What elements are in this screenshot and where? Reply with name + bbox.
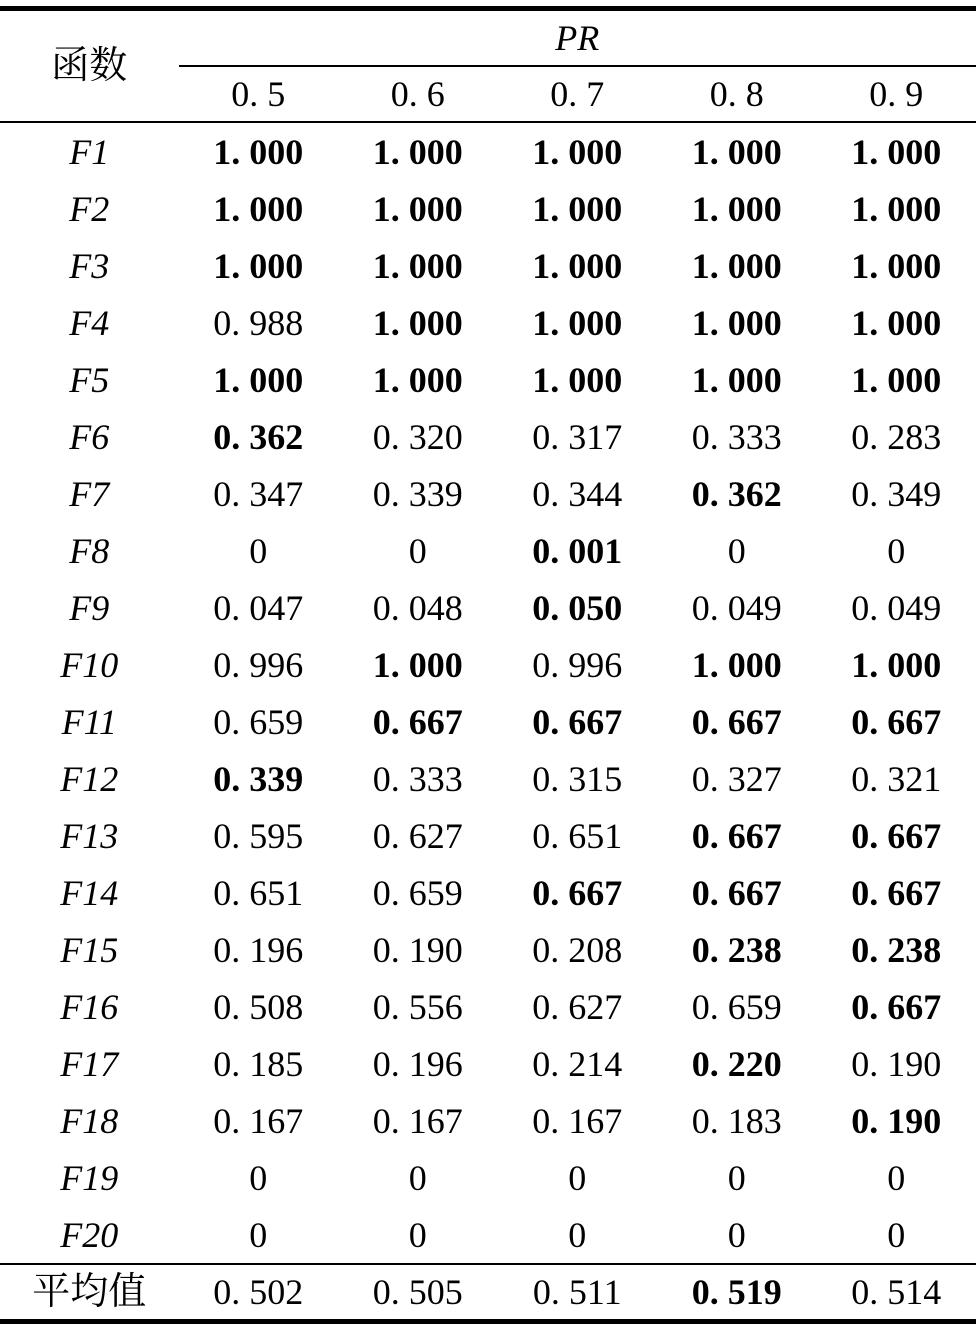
value-cell: 0. 238 <box>851 929 942 970</box>
value-cell: 0. 349 <box>851 473 942 514</box>
mean-value-cell: 0. 514 <box>816 1264 976 1322</box>
value-cell: 0 <box>408 1157 427 1198</box>
value-cell: 0. 667 <box>851 986 942 1027</box>
value-cell: 1. 000 <box>372 188 463 229</box>
value-cell: 0. 001 <box>532 530 623 571</box>
value-cell: 1. 000 <box>691 245 782 286</box>
value-cell: 0 <box>408 1214 427 1255</box>
value-cell: 1. 000 <box>372 644 463 685</box>
table-row <box>0 465 976 522</box>
function-label: F12 <box>60 758 119 799</box>
value-cell: 0. 667 <box>691 701 782 742</box>
mean-value-cell: 0. 505 <box>338 1264 497 1322</box>
value-cell: 1. 000 <box>372 359 463 400</box>
function-label: F11 <box>61 701 117 742</box>
value-cell: 0. 327 <box>691 758 782 799</box>
value-cell: 0 <box>887 530 906 571</box>
value-cell: 1. 000 <box>691 644 782 685</box>
value-cell: 0. 659 <box>213 701 304 742</box>
value-cell: 1. 000 <box>691 131 782 172</box>
value-cell: 0. 196 <box>372 1043 463 1084</box>
mean-value-cell: 0. 502 <box>179 1264 338 1322</box>
value-cell: 0 <box>727 1214 746 1255</box>
table-row <box>0 1092 976 1149</box>
value-cell: 0. 050 <box>532 587 623 628</box>
value-cell: 0. 339 <box>213 758 304 799</box>
value-cell: 0. 190 <box>372 929 463 970</box>
value-cell: 0. 167 <box>213 1100 304 1141</box>
value-cell: 1. 000 <box>213 188 304 229</box>
value-cell: 0. 988 <box>213 302 304 343</box>
value-cell: 0 <box>568 1157 587 1198</box>
value-cell: 1. 000 <box>532 359 623 400</box>
group-header-pr: PR <box>179 9 976 67</box>
value-cell: 0. 659 <box>691 986 782 1027</box>
value-cell: 0. 667 <box>372 701 463 742</box>
value-cell: 1. 000 <box>851 644 942 685</box>
value-cell: 0. 190 <box>851 1100 942 1141</box>
value-cell: 1. 000 <box>372 131 463 172</box>
value-cell: 1. 000 <box>372 302 463 343</box>
table-footer <box>0 1264 976 1322</box>
value-cell: 0. 344 <box>532 473 623 514</box>
value-cell: 0. 196 <box>213 929 304 970</box>
value-cell: 0 <box>249 530 268 571</box>
function-label: F16 <box>60 986 119 1027</box>
value-cell: 0. 049 <box>851 587 942 628</box>
table-row <box>0 122 976 180</box>
function-label: F10 <box>60 644 119 685</box>
value-cell: 0. 321 <box>851 758 942 799</box>
function-label: F20 <box>60 1214 119 1255</box>
function-label: F18 <box>60 1100 119 1141</box>
value-cell: 0. 283 <box>851 416 942 457</box>
value-cell: 0 <box>887 1214 906 1255</box>
value-cell: 0. 333 <box>372 758 463 799</box>
function-label: F3 <box>69 245 110 286</box>
value-cell: 0. 315 <box>532 758 623 799</box>
value-cell: 0. 627 <box>372 815 463 856</box>
value-cell: 0. 185 <box>213 1043 304 1084</box>
col-header: 0. 9 <box>816 66 976 122</box>
col-header: 0. 6 <box>338 66 497 122</box>
value-cell: 1. 000 <box>851 188 942 229</box>
value-cell: 0. 167 <box>532 1100 623 1141</box>
value-cell: 1. 000 <box>691 302 782 343</box>
value-cell: 1. 000 <box>213 131 304 172</box>
value-cell: 1. 000 <box>851 302 942 343</box>
value-cell: 0. 048 <box>372 587 463 628</box>
value-cell: 1. 000 <box>372 245 463 286</box>
table-row <box>0 294 976 351</box>
value-cell: 0 <box>408 530 427 571</box>
table-row <box>0 579 976 636</box>
mean-row-label: 平均值 <box>0 1264 179 1322</box>
function-label: F17 <box>60 1043 119 1084</box>
value-cell: 0. 220 <box>691 1043 782 1084</box>
table-row <box>0 636 976 693</box>
function-label: F15 <box>60 929 119 970</box>
value-cell: 0. 508 <box>213 986 304 1027</box>
value-cell: 0. 667 <box>691 872 782 913</box>
value-cell: 1. 000 <box>851 131 942 172</box>
value-cell: 0 <box>727 1157 746 1198</box>
value-cell: 1. 000 <box>532 188 623 229</box>
value-cell: 1. 000 <box>691 359 782 400</box>
function-label: F19 <box>60 1157 119 1198</box>
function-label: F6 <box>69 416 110 457</box>
value-cell: 0. 996 <box>213 644 304 685</box>
value-cell: 0. 049 <box>691 587 782 628</box>
table-body <box>0 122 976 1264</box>
value-cell: 0. 667 <box>532 872 623 913</box>
value-cell: 0. 183 <box>691 1100 782 1141</box>
table-row <box>0 1149 976 1206</box>
function-label: F4 <box>69 302 110 343</box>
value-cell: 1. 000 <box>532 245 623 286</box>
mean-value-cell: 0. 519 <box>657 1264 816 1322</box>
value-cell: 0. 317 <box>532 416 623 457</box>
value-cell: 1. 000 <box>532 131 623 172</box>
value-cell: 0. 208 <box>532 929 623 970</box>
function-label: F5 <box>69 359 110 400</box>
value-cell: 1. 000 <box>532 302 623 343</box>
table-header <box>0 9 976 123</box>
value-cell: 0. 651 <box>532 815 623 856</box>
header-group-row <box>0 9 976 67</box>
table-row <box>0 408 976 465</box>
value-cell: 0. 667 <box>532 701 623 742</box>
value-cell: 0. 339 <box>372 473 463 514</box>
value-cell: 0. 238 <box>691 929 782 970</box>
table-row <box>0 180 976 237</box>
value-cell: 0 <box>249 1157 268 1198</box>
value-cell: 1. 000 <box>213 245 304 286</box>
value-cell: 0. 347 <box>213 473 304 514</box>
value-cell: 0. 667 <box>851 815 942 856</box>
col-header: 0. 7 <box>498 66 657 122</box>
value-cell: 1. 000 <box>851 245 942 286</box>
table-row <box>0 978 976 1035</box>
table-row <box>0 1206 976 1264</box>
mean-row <box>0 1264 976 1322</box>
mean-value-cell: 0. 511 <box>498 1264 657 1322</box>
value-cell: 0. 659 <box>372 872 463 913</box>
table-row <box>0 750 976 807</box>
value-cell: 0. 333 <box>691 416 782 457</box>
function-label: F14 <box>60 872 119 913</box>
table-row <box>0 864 976 921</box>
value-cell: 1. 000 <box>691 188 782 229</box>
value-cell: 0. 651 <box>213 872 304 913</box>
value-cell: 0 <box>568 1214 587 1255</box>
table-row <box>0 921 976 978</box>
table-row <box>0 693 976 750</box>
table-row <box>0 237 976 294</box>
value-cell: 0. 667 <box>851 872 942 913</box>
function-label: F2 <box>69 188 110 229</box>
col-header: 0. 5 <box>179 66 338 122</box>
value-cell: 0. 362 <box>213 416 304 457</box>
value-cell: 0. 167 <box>372 1100 463 1141</box>
function-label: F8 <box>69 530 110 571</box>
value-cell: 0. 667 <box>851 701 942 742</box>
value-cell: 0. 996 <box>532 644 623 685</box>
value-cell: 0. 556 <box>372 986 463 1027</box>
row-header-label: 函数 <box>0 9 179 123</box>
value-cell: 0. 214 <box>532 1043 623 1084</box>
table-row <box>0 1035 976 1092</box>
function-label: F13 <box>60 815 119 856</box>
value-cell: 0. 667 <box>691 815 782 856</box>
table-row <box>0 522 976 579</box>
value-cell: 0. 595 <box>213 815 304 856</box>
results-table <box>0 6 976 1324</box>
value-cell: 1. 000 <box>851 359 942 400</box>
value-cell: 0. 362 <box>691 473 782 514</box>
value-cell: 0. 627 <box>532 986 623 1027</box>
value-cell: 1. 000 <box>213 359 304 400</box>
value-cell: 0. 320 <box>372 416 463 457</box>
value-cell: 0 <box>727 530 746 571</box>
value-cell: 0 <box>887 1157 906 1198</box>
value-cell: 0. 190 <box>851 1043 942 1084</box>
table-row <box>0 351 976 408</box>
function-label: F1 <box>69 131 110 172</box>
function-label: F9 <box>69 587 110 628</box>
col-header: 0. 8 <box>657 66 816 122</box>
table-row <box>0 807 976 864</box>
function-label: F7 <box>69 473 110 514</box>
value-cell: 0 <box>249 1214 268 1255</box>
value-cell: 0. 047 <box>213 587 304 628</box>
